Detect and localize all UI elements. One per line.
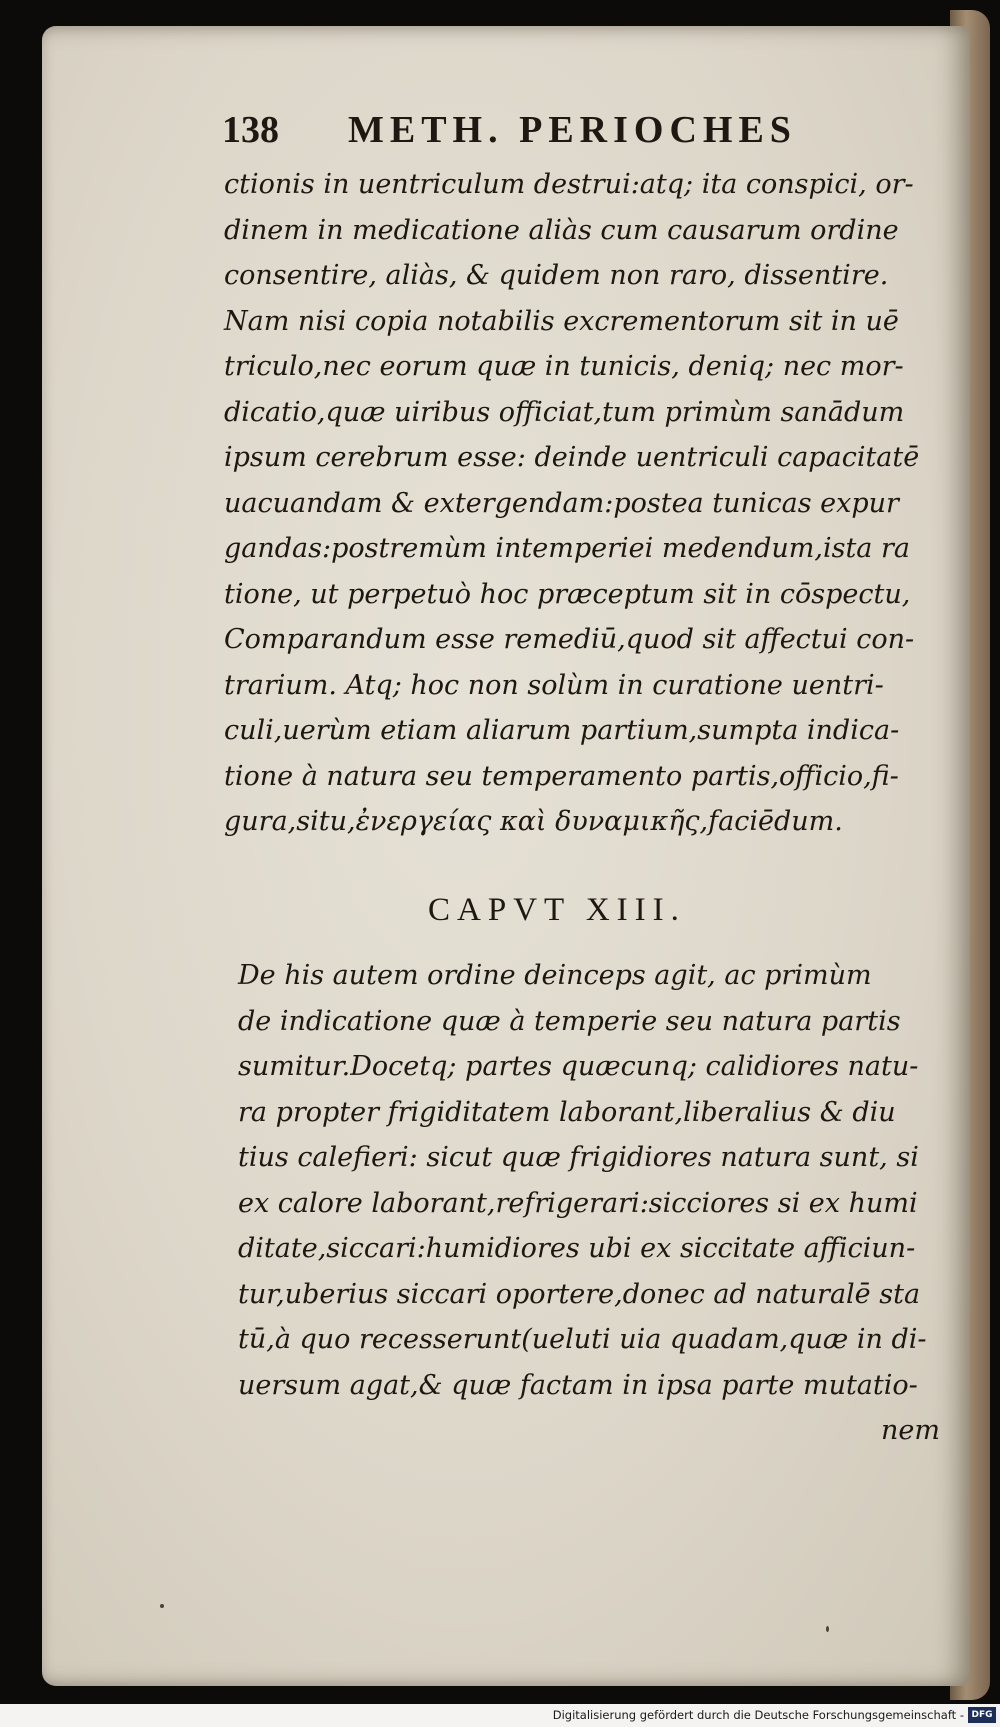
text-line: Comparandum esse remediū,quod sit affectui con- xyxy=(224,624,915,655)
text-line: dinem in medicatione aliàs cum causarum ordine xyxy=(224,214,899,246)
text-line: triculo,nec eorum quæ in tunicis, deniq; nec mor- xyxy=(224,351,904,382)
text-line: tione à natura seu temperamento partis,officio,fi- xyxy=(224,760,899,792)
text-line: ditate,siccari:humidiores ubi ex siccitate afficiun- xyxy=(238,1233,916,1264)
text-block-lower xyxy=(238,953,944,1454)
text-line: ctionis in uentriculum destrui:atq; ita conspici, or- xyxy=(224,169,914,200)
text-line: De his autem ordine deinceps agit, ac primùm xyxy=(238,960,872,991)
text-line: uacuandam & extergendam:postea tunicas expur xyxy=(224,487,899,519)
text-line: ex calore laborant,refrigerari:sicciores si ex humi xyxy=(238,1187,918,1219)
text-line: culi,uerùm etiam aliarum partium,sumpta indica- xyxy=(224,715,900,746)
text-line: sumitur.Docetq; partes quæcunq; calidiores natu- xyxy=(238,1051,919,1082)
paper-speck xyxy=(826,1626,829,1632)
text-line: tione, ut perpetuò hoc præceptum sit in cōspectu, xyxy=(224,578,911,610)
text-line: Nam nisi copia notabilis excrementorum sit in uē xyxy=(224,305,899,337)
page-header xyxy=(222,108,842,158)
text-line: tius calefieri: sicut quæ frigidiores natura sunt, si xyxy=(238,1142,919,1173)
text-line: consentire, aliàs, & quidem non raro, dissentire. xyxy=(224,260,889,291)
chapter-heading: CAPVT XIII. xyxy=(428,892,686,928)
text-line: gandas:postremùm intemperiei medendum,ista ra xyxy=(224,533,910,564)
text-line: ra propter frigiditatem laborant,liberalius & diu xyxy=(238,1096,896,1128)
dfg-logo: DFG xyxy=(968,1707,996,1723)
text-block-upper xyxy=(224,162,930,845)
text-line: gura,situ,ἐνεργείας καὶ δυναμικῆς,faciēdum. xyxy=(224,806,843,837)
text-line: ipsum cerebrum esse: deinde uentriculi capacitatē xyxy=(224,442,920,473)
text-line: de indicatione quæ à temperie seu natura partis xyxy=(238,1005,901,1037)
paper-speck xyxy=(160,1604,164,1608)
text-line: uersum agat,& quæ factam in ipsa parte mutatio- xyxy=(238,1369,918,1401)
text-line: dicatio,quæ uiribus officiat,tum primùm sanādum xyxy=(224,396,905,428)
text-line: trarium. Atq; hoc non solùm in curatione uentri- xyxy=(224,669,884,701)
funding-notice: Digitalisierung gefördert durch die Deutsche Forschungsgemeinschaft - xyxy=(552,1708,964,1722)
digitization-footer xyxy=(0,1704,1000,1727)
text-line: tū,à quo recesserunt(ueluti uia quadam,quæ in di- xyxy=(238,1324,927,1355)
running-head: METH. PERIOCHES xyxy=(348,109,797,151)
catchword: nem xyxy=(881,1415,940,1446)
text-line: tur,uberius siccari oportere,donec ad naturalē sta xyxy=(238,1278,921,1310)
page-number: 138 xyxy=(222,109,279,151)
